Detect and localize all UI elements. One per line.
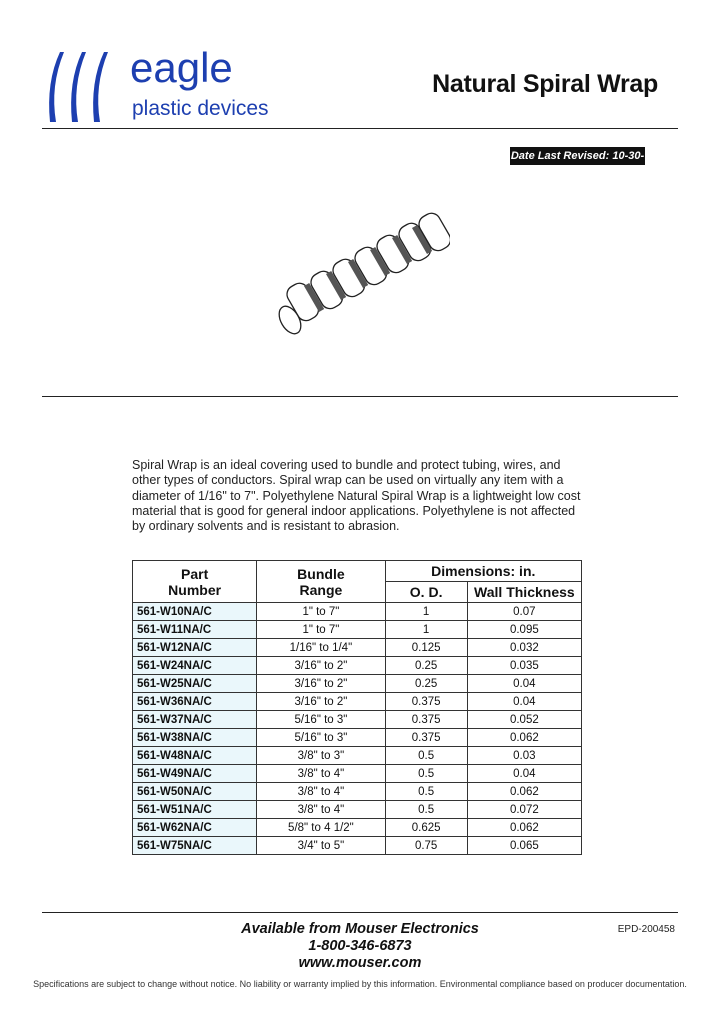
cell-wall: 0.062	[467, 729, 581, 747]
cell-range: 3/8" to 4"	[257, 783, 385, 801]
brand-tagline: plastic devices	[132, 97, 269, 120]
cell-range: 1" to 7"	[257, 621, 385, 639]
cell-range: 5/16" to 3"	[257, 711, 385, 729]
cell-od: 0.625	[385, 819, 467, 837]
brand-name: eagle	[130, 44, 233, 91]
cell-range: 5/16" to 3"	[257, 729, 385, 747]
cell-part: 561-W11NA/C	[133, 621, 257, 639]
spiral-wrap-illustration-icon	[270, 210, 450, 350]
cell-od: 1	[385, 621, 467, 639]
cell-part: 561-W10NA/C	[133, 603, 257, 621]
header-bundle-line1: Bundle	[297, 565, 345, 582]
cell-wall: 0.032	[467, 639, 581, 657]
table-row	[133, 765, 582, 783]
table-row	[133, 675, 582, 693]
cell-range: 1/16" to 1/4"	[257, 639, 385, 657]
cell-part: 561-W36NA/C	[133, 693, 257, 711]
section-divider	[42, 396, 678, 397]
header-part-number	[133, 561, 257, 603]
cell-wall: 0.07	[467, 603, 581, 621]
table-row	[133, 747, 582, 765]
cell-od: 0.5	[385, 765, 467, 783]
table-row	[133, 801, 582, 819]
table-header-row	[133, 561, 582, 582]
availability-block	[190, 921, 530, 972]
cell-part: 561-W37NA/C	[133, 711, 257, 729]
cell-part: 561-W75NA/C	[133, 837, 257, 855]
cell-range: 3/8" to 3"	[257, 747, 385, 765]
cell-wall: 0.04	[467, 693, 581, 711]
revised-date: 10-30-06	[571, 150, 645, 180]
header-dimensions: Dimensions: in.	[385, 561, 581, 582]
cell-part: 561-W12NA/C	[133, 639, 257, 657]
cell-od: 0.375	[385, 729, 467, 747]
table-row	[133, 711, 582, 729]
cell-wall: 0.065	[467, 837, 581, 855]
cell-od: 0.25	[385, 675, 467, 693]
cell-part: 561-W25NA/C	[133, 675, 257, 693]
table-row	[133, 621, 582, 639]
product-description: Spiral Wrap is an ideal covering used to bundle and protect tubing, wires, and other types of conductors. Spiral wrap can be used on virtually any item with a diameter of 1/16" to 7". Polyethylene Natural Spiral Wrap is a lightweight low cost material that is good for general indoor applications. Polyethylene is not affected by ordinary solvents and is resistant to abrasion.	[132, 458, 581, 534]
cell-od: 0.375	[385, 711, 467, 729]
header-wall-thickness: Wall Thickness	[467, 582, 581, 603]
cell-od: 0.25	[385, 657, 467, 675]
cell-wall: 0.04	[467, 765, 581, 783]
cell-range: 3/8" to 4"	[257, 765, 385, 783]
table-row	[133, 819, 582, 837]
cell-od: 0.5	[385, 747, 467, 765]
cell-wall: 0.052	[467, 711, 581, 729]
table-row	[133, 693, 582, 711]
cell-part: 561-W51NA/C	[133, 801, 257, 819]
cell-wall: 0.035	[467, 657, 581, 675]
cell-od: 0.125	[385, 639, 467, 657]
table-row	[133, 603, 582, 621]
header-part-line1: Part	[181, 565, 209, 582]
cell-part: 561-W50NA/C	[133, 783, 257, 801]
header-part-line2: Number	[168, 581, 222, 598]
phone-number: 1-800-346-6873	[308, 938, 412, 954]
header-od: O. D.	[385, 582, 467, 603]
cell-wall: 0.04	[467, 675, 581, 693]
table-row	[133, 657, 582, 675]
cell-range: 3/8" to 4"	[257, 801, 385, 819]
cell-wall: 0.062	[467, 783, 581, 801]
cell-part: 561-W38NA/C	[133, 729, 257, 747]
revised-label: Date Last Revised:	[510, 150, 610, 162]
header-bundle-range	[257, 561, 385, 603]
available-text: Available from Mouser Electronics	[241, 921, 479, 937]
disclaimer: Specifications are subject to change without notice. No liability or warranty implied by this information. Environmental compliance based on producer documentation.	[33, 979, 687, 989]
table-row	[133, 639, 582, 657]
cell-range: 3/16" to 2"	[257, 675, 385, 693]
cell-od: 0.75	[385, 837, 467, 855]
cell-wall: 0.095	[467, 621, 581, 639]
cell-part: 561-W24NA/C	[133, 657, 257, 675]
cell-part: 561-W62NA/C	[133, 819, 257, 837]
cell-range: 3/4" to 5"	[257, 837, 385, 855]
revised-badge	[510, 147, 645, 180]
cell-part: 561-W49NA/C	[133, 765, 257, 783]
header-divider	[42, 128, 678, 129]
epd-number: EPD-200458	[617, 924, 675, 935]
table-row	[133, 729, 582, 747]
table-row	[133, 783, 582, 801]
website-link[interactable]: www.mouser.com	[298, 955, 422, 971]
cell-part: 561-W48NA/C	[133, 747, 257, 765]
cell-range: 5/8" to 4 1/2"	[257, 819, 385, 837]
cell-od: 0.5	[385, 783, 467, 801]
eagle-logo-icon	[46, 50, 126, 130]
page-title: Natural Spiral Wrap	[432, 70, 658, 98]
cell-od: 1	[385, 603, 467, 621]
cell-od: 0.5	[385, 801, 467, 819]
table-row	[133, 837, 582, 855]
specs-table	[132, 560, 582, 855]
cell-wall: 0.03	[467, 747, 581, 765]
header-bundle-line2: Range	[299, 581, 343, 598]
footer-divider	[42, 912, 678, 913]
cell-range: 3/16" to 2"	[257, 657, 385, 675]
cell-wall: 0.072	[467, 801, 581, 819]
cell-wall: 0.062	[467, 819, 581, 837]
cell-range: 1" to 7"	[257, 603, 385, 621]
cell-range: 3/16" to 2"	[257, 693, 385, 711]
cell-od: 0.375	[385, 693, 467, 711]
